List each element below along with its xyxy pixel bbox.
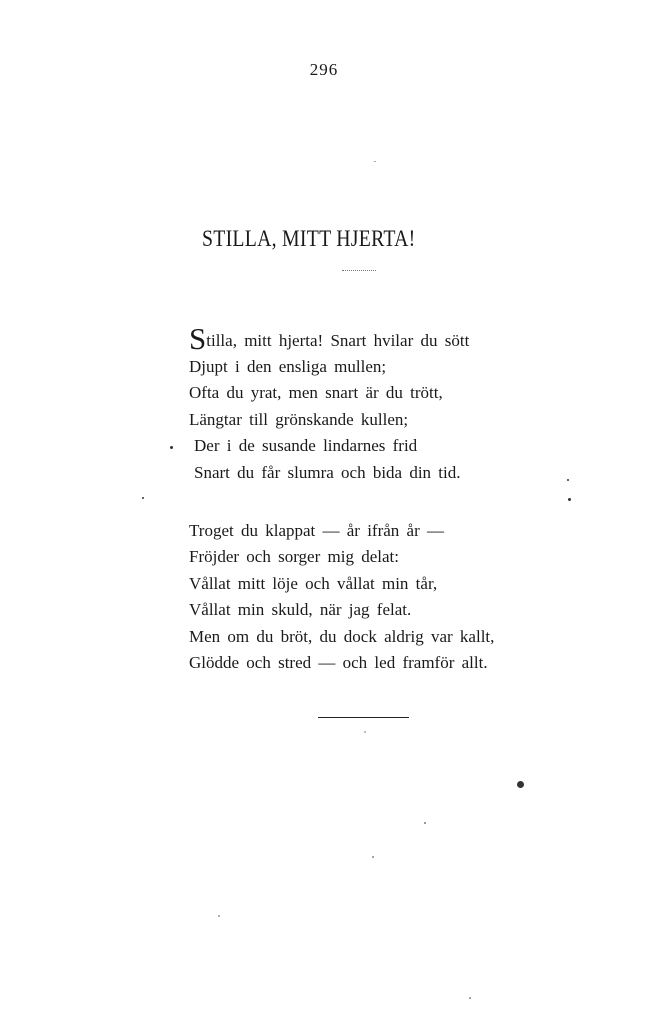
poem-line: Längtar till grönskande kullen;: [189, 409, 409, 429]
ink-speck: [517, 781, 524, 788]
ink-speck: [374, 161, 376, 162]
ink-speck: [567, 479, 569, 481]
poem-line-text: tilla, mitt hjerta! Snart hvilar du sött: [206, 331, 470, 350]
ink-speck: [424, 822, 426, 824]
ink-speck: [469, 997, 471, 999]
stanza-2: [189, 518, 494, 676]
title-ornament-dash: [342, 270, 376, 272]
poem-line: [189, 321, 470, 356]
ink-speck: [372, 856, 374, 858]
poem-line: Men om du bröt, du dock aldrig var kallt,: [189, 626, 495, 646]
poem-line: Vållat min skuld, när jag felat.: [189, 600, 412, 620]
poem-line: Ofta du yrat, men snart är du trött,: [189, 383, 443, 403]
poem-title: STILLA, MITT HJERTA!: [201, 226, 416, 251]
end-rule: [318, 717, 409, 718]
poem-line: Djupt i den ensliga mullen;: [189, 357, 387, 376]
stanza-1: [189, 321, 470, 486]
page-number: 296: [309, 60, 339, 79]
ink-speck: [364, 731, 366, 733]
ink-speck: [142, 497, 144, 499]
ink-speck: [568, 498, 571, 501]
drop-cap: S: [189, 321, 207, 356]
ink-speck: [170, 446, 173, 449]
poem-line: Glödde och stred — och led framför allt.: [189, 652, 488, 672]
poem-line: Snart du får slumra och bida din tid.: [194, 462, 461, 482]
poem-line: Vållat mitt löje och vållat min tår,: [189, 573, 438, 593]
poem-line: Der i de susande lindarnes frid: [194, 436, 418, 456]
poem-line: Fröjder och sorger mig delat:: [189, 547, 399, 567]
poem-line: Troget du klappat — år ifrån år —: [189, 521, 445, 540]
ink-speck: [218, 915, 220, 917]
